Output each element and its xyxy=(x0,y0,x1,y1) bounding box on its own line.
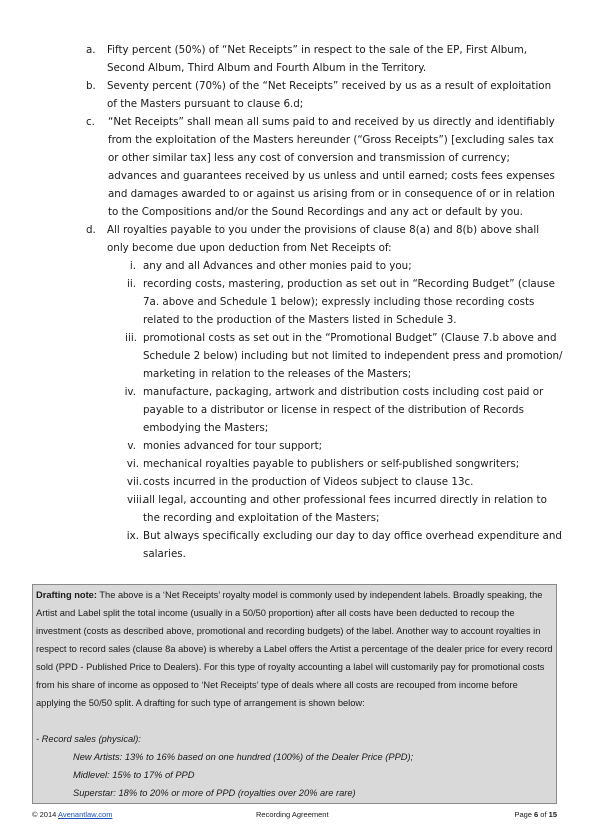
drafting-note-body: The above is a ‘Net Receipts’ royalty model is commonly used by independent labels. Broadly speaking, the Artist and Label split the total income (usually in a 50/50 proportion) after all costs have been deducted to recoup the investment (costs as described above, promotional and recording budgets) of the label. Another way to account royalties in respect to record sales (clause 8a above) is whereby a Label offers the Artist a percentage of the dealer price for every record sold (PPD - Published Price to Dealers). For this type of royalty accounting a label will customarily pay for promotional costs from his share of income as opposed to ‘Net Receipts’ type of deals where all costs are recouped from income before applying the 50/50 split. A drafting for such type of arrangement is shown below: xyxy=(36,590,553,708)
roman-numeral: v. xyxy=(127,440,136,452)
deduction-text: costs incurred in the production of Videos subject to clause 13c. xyxy=(143,476,474,488)
roman-numeral: vi. xyxy=(126,458,139,470)
drafting-note-label: Drafting note: xyxy=(36,590,97,600)
roman-numeral: viii. xyxy=(127,494,145,506)
clause-b xyxy=(0,77,591,113)
deduction-text: all legal, accounting and other professional fees incurred directly in relation to the recording and exploitation of the Masters; xyxy=(143,494,547,524)
footer-page-number xyxy=(514,810,557,819)
deduction-item xyxy=(0,473,591,491)
clause-text: Fifty percent (50%) of “Net Receipts” in respect to the sale of the EP, First Album, Second Album, Third Album and Fourth Album in the Territory. xyxy=(107,44,528,74)
roman-numeral: ii. xyxy=(127,278,136,290)
deduction-text: any and all Advances and other monies paid to you; xyxy=(143,260,412,272)
deduction-item xyxy=(0,329,591,383)
clause-d xyxy=(0,221,591,257)
clause-marker: c. xyxy=(86,116,95,128)
deduction-text: manufacture, packaging, artwork and distribution costs including cost paid or payable to a distributor or license in respect of the distribution of Records embodying the Masters; xyxy=(143,386,544,434)
copyright-text: © 2014 xyxy=(32,810,58,819)
roman-numeral: iv. xyxy=(124,386,136,398)
deduction-item xyxy=(0,257,591,275)
royalty-clause-list xyxy=(0,41,591,563)
spacer xyxy=(36,712,553,730)
deduction-item xyxy=(0,437,591,455)
deduction-text: mechanical royalties payable to publishers or self-published songwriters; xyxy=(143,458,520,470)
clause-a xyxy=(0,41,591,77)
deduction-text: recording costs, mastering, production as set out in “Recording Budget” (clause 7a. above and Schedule 1 below); expressly including those recording costs related to the production of the Masters listed in Schedule 3. xyxy=(143,278,555,326)
deduction-item xyxy=(0,275,591,329)
drafting-note-box xyxy=(32,584,557,804)
clause-text: “Net Receipts” shall mean all sums paid to and received by us directly and identifiably from the exploitation of the Masters hereunder (“Gross Receipts”) [excluding sales tax or other similar tax] less any cost of conversion and transmission of currency; advances and guarantees received by us unless and until earned; costs fees expenses and damages awarded to or against us arising from or in consequence of or in relation to the Compositions and/or the Sound Recordings and any act or default by you. xyxy=(108,116,555,218)
clause-text: All royalties payable to you under the provisions of clause 8(a) and 8(b) above shall only become due upon deduction from Net Receipts of: xyxy=(107,224,540,254)
roman-numeral: vii. xyxy=(126,476,142,488)
clause-text: Seventy percent (70%) of the “Net Receipts” received by us as a result of exploitation of the Masters pursuant to clause 6.d; xyxy=(107,80,552,110)
superstar-rate: Superstar: 18% to 20% or more of PPD (royalties over 20% are rare) xyxy=(73,788,356,798)
roman-numeral: i. xyxy=(129,260,136,272)
deduction-item xyxy=(0,455,591,473)
footer-site-link[interactable]: Avenantlaw.com xyxy=(57,810,113,819)
clause-marker: b. xyxy=(86,80,96,92)
roman-numeral: ix. xyxy=(126,530,139,542)
footer-copyright xyxy=(32,810,112,819)
roman-numeral: iii. xyxy=(125,332,137,344)
page-of: of xyxy=(538,810,549,819)
deduction-item xyxy=(0,527,591,563)
deduction-item xyxy=(0,491,591,527)
clause-c xyxy=(0,113,591,221)
midlevel-rate: Midlevel: 15% to 17% of PPD xyxy=(73,770,195,780)
deduction-text: promotional costs as set out in the “Promotional Budget” (Clause 7.b above and Schedule 2 below) including but not limited to independent press and promotion/ marketing in relation to the releases of the Masters; xyxy=(143,332,563,380)
page-prefix: Page xyxy=(514,810,535,819)
deduction-text: But always specifically excluding our day to day office overhead expenditure and salaries. xyxy=(143,530,562,560)
record-sales-heading: - Record sales (physical): xyxy=(36,734,141,744)
deduction-text: monies advanced for tour support; xyxy=(143,440,323,452)
current-page: 6 xyxy=(534,810,539,819)
footer-document-title: Recording Agreement xyxy=(256,810,329,819)
total-pages: 15 xyxy=(548,810,557,819)
clause-marker: a. xyxy=(86,44,96,56)
clause-marker: d. xyxy=(86,224,96,236)
deduction-item xyxy=(0,383,591,437)
new-artists-rate: New Artists: 13% to 16% based on one hundred (100%) of the Dealer Price (PPD); xyxy=(73,752,414,762)
drafting-note-paragraph xyxy=(36,586,553,712)
